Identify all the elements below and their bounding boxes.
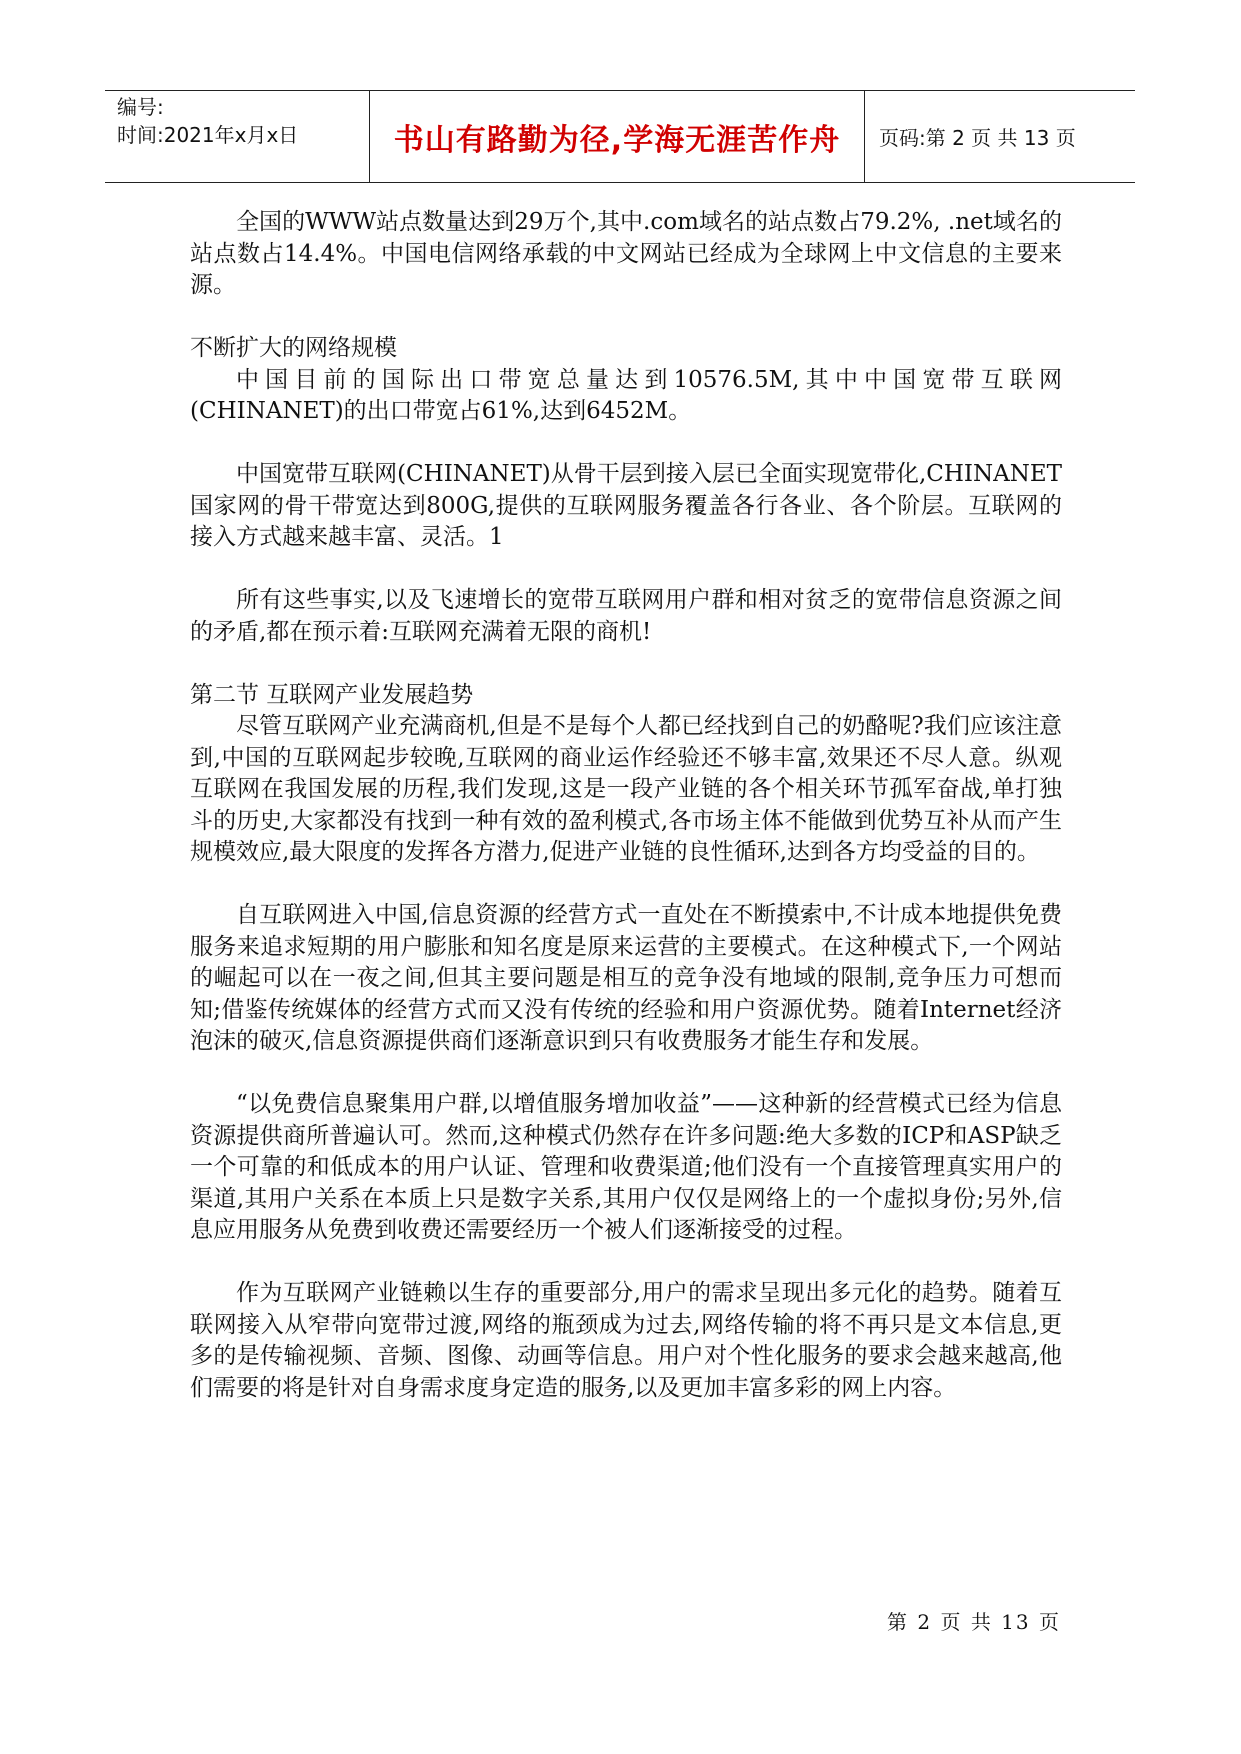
section-heading-industry-trends: 第二节 互联网产业发展趋势: [190, 681, 474, 708]
paragraph-website-stats: 全国的WWW站点数量达到29万个,其中.com域名的站点数占79.2%, .net域名的站点数占14.4%。中国电信网络承载的中文网站已经成为全球网上中文信息的主要来源。: [190, 209, 1062, 298]
paragraph-chinanet: 中国宽带互联网(CHINANET)从骨干层到接入层已全面实现宽带化,CHINANET国家网的骨干带宽达到800G,提供的互联网服务覆盖各行各业、各个阶层。互联网的接入方式越来越丰富、灵活。1: [190, 461, 1062, 550]
paragraph-industry-history: 尽管互联网产业充满商机,但是不是每个人都已经找到自己的奶酪呢?我们应该注意到,中国的互联网起步较晚,互联网的商业运作经验还不够丰富,效果还不尽人意。纵观互联网在我国发展的历程,我们发现,这是一段产业链的各个相关环节孤军奋战,单打独斗的历史,大家都没有找到一种有效的盈利模式,各市场主体不能做到优势互补从而产生规模效应,最大限度的发挥各方潜力,促进产业链的良性循环,达到各方均受益的目的。: [190, 713, 1062, 865]
paragraph-business-models: 自互联网进入中国,信息资源的经营方式一直处在不断摸索中,不计成本地提供免费服务来追求短期的用户膨胀和知名度是原来运营的主要模式。在这种模式下,一个网站的崛起可以在一夜之间,但其主要问题是相互的竞争没有地域的限制,竞争压力可想而知;借鉴传统媒体的经营方式而又没有传统的经验和用户资源优势。随着Internet经济泡沫的破灭,信息资源提供商们逐渐意识到只有收费服务才能生存和发展。: [190, 902, 1062, 1054]
header-meta: [105, 91, 370, 182]
paragraph-bandwidth: 中国目前的国际出口带宽总量达到10576.5M,其中中国宽带互联网(CHINANET)的出口带宽占61%,达到6452M。: [190, 366, 1062, 424]
page-header: [105, 90, 1135, 183]
paragraph-business-opportunity: 所有这些事实,以及飞速增长的宽带互联网用户群和相对贫乏的宽带信息资源之间的矛盾,都在预示着:互联网充满着无限的商机!: [190, 587, 1062, 645]
section-heading-network-scale: 不断扩大的网络规模: [190, 335, 397, 361]
page-footer: 第 2 页 共 13 页: [887, 1610, 1061, 1634]
document-body: [190, 207, 1062, 1404]
document-time-label: 时间:2021年x月x日: [117, 123, 299, 147]
document-number-label: 编号:: [117, 95, 164, 119]
header-motto-cell: [370, 91, 865, 182]
header-motto: 书山有路勤为径,学海无涯苦作舟: [393, 122, 841, 158]
paragraph-user-demand: 作为互联网产业链赖以生存的重要部分,用户的需求呈现出多元化的趋势。随着互联网接入从窄带向宽带过渡,网络的瓶颈成为过去,网络传输的将不再只是文本信息,更多的是传输视频、音频、图像、动画等信息。用户对个性化服务的要求会越来越高,他们需要的将是针对自身需求度身定造的服务,以及更加丰富多彩的网上内容。: [190, 1280, 1062, 1401]
paragraph-value-added-services: “以免费信息聚集用户群,以增值服务增加收益”——这种新的经营模式已经为信息资源提供商所普遍认可。然而,这种模式仍然存在许多问题:绝大多数的ICP和ASP缺乏一个可靠的和低成本的用户认证、管理和收费渠道;他们没有一个直接管理真实用户的渠道,其用户关系在本质上只是数字关系,其用户仅仅是网络上的一个虚拟身份;另外,信息应用服务从免费到收费还需要经历一个被人们逐渐接受的过程。: [190, 1091, 1062, 1243]
header-page-info: 页码:第 2 页 共 13 页: [879, 126, 1076, 150]
